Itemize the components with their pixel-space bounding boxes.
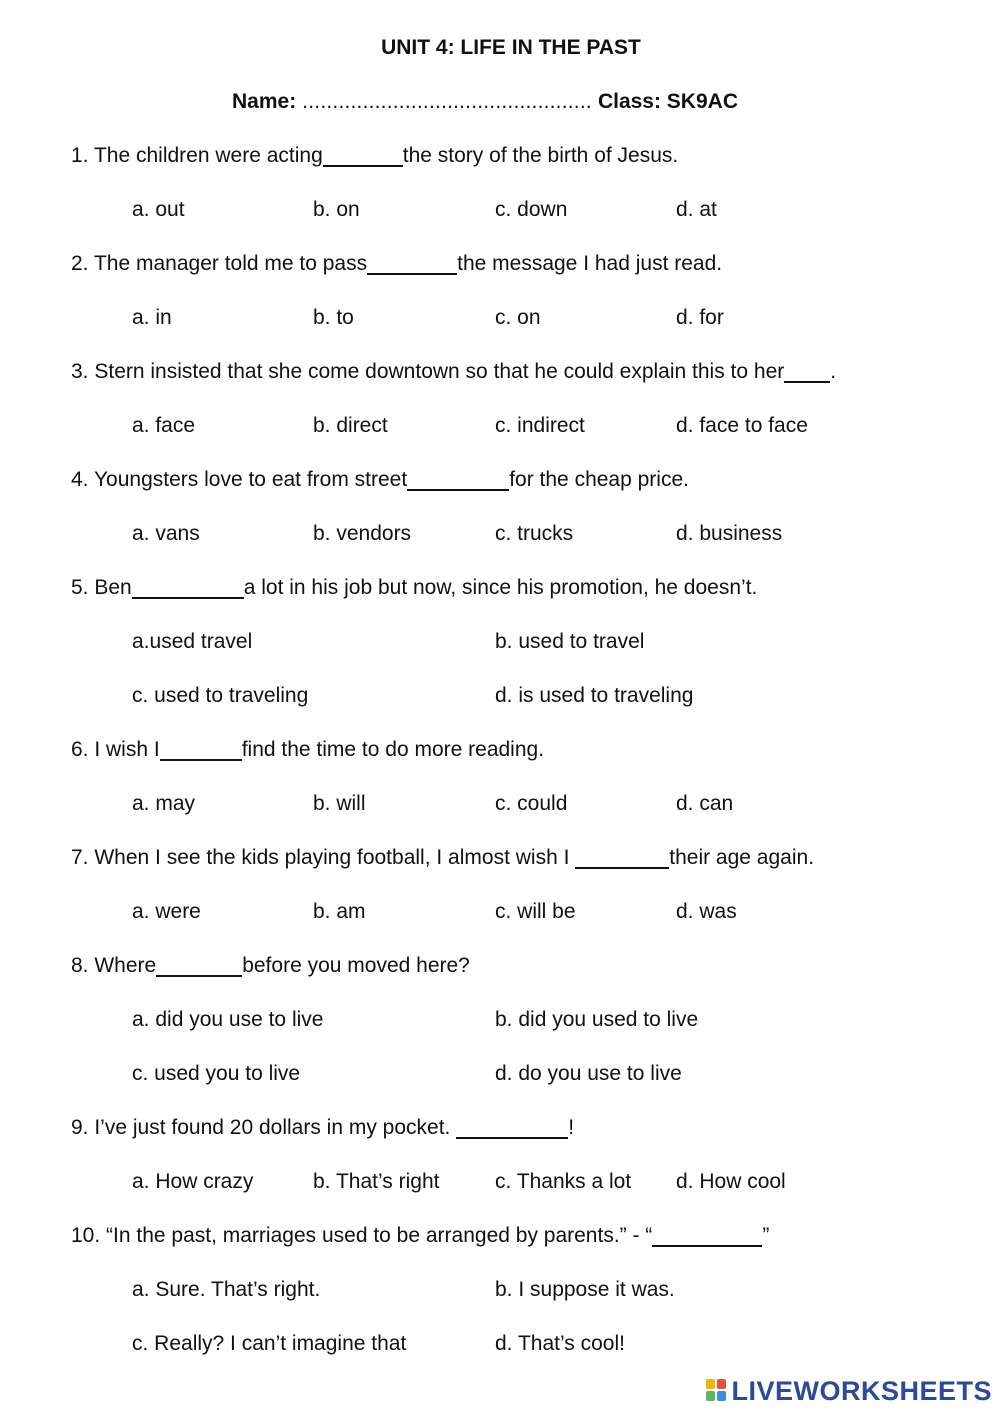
option-c[interactable]: c. Thanks a lot <box>495 1170 632 1193</box>
question-9 <box>71 1116 574 1140</box>
option-a[interactable]: a. How crazy <box>132 1170 254 1193</box>
option-c[interactable]: c. could <box>495 792 568 815</box>
question-3 <box>71 360 836 384</box>
option-b[interactable]: b. am <box>313 900 366 923</box>
option-b[interactable]: b. I suppose it was. <box>495 1278 675 1301</box>
option-b[interactable]: b. That’s right <box>313 1170 440 1193</box>
option-a[interactable]: a. were <box>132 900 201 923</box>
question-text: 1. The children were acting <box>71 144 323 167</box>
question-text: . <box>830 360 837 383</box>
option-a[interactable]: a. did you use to live <box>132 1008 324 1031</box>
answer-blank[interactable] <box>784 361 830 383</box>
question-text: 10. “In the past, marriages used to be arranged by parents.” - “ <box>71 1224 653 1247</box>
option-b[interactable]: b. on <box>313 198 360 221</box>
option-a[interactable]: a. may <box>132 792 196 815</box>
question-text: before you moved here? <box>242 954 470 977</box>
answer-blank[interactable] <box>160 739 242 761</box>
option-c[interactable]: c. will be <box>495 900 576 923</box>
answer-blank[interactable] <box>323 145 403 167</box>
question-text: their age again. <box>669 846 815 869</box>
question-text: 5. Ben <box>71 576 132 599</box>
option-b[interactable]: b. will <box>313 792 366 815</box>
option-a[interactable]: a. face <box>132 414 196 437</box>
question-text: 9. I’ve just found 20 dollars in my pocket. <box>71 1116 457 1139</box>
option-a[interactable]: a.used travel <box>132 630 253 653</box>
question-text: 3. Stern insisted that she come downtown so that he could explain this to her <box>71 360 785 383</box>
option-b[interactable]: b. vendors <box>313 522 412 545</box>
answer-blank[interactable] <box>156 955 242 977</box>
question-1 <box>71 144 678 168</box>
liveworksheets-logo-icon <box>706 1379 728 1403</box>
option-a[interactable]: a. out <box>132 198 185 221</box>
question-text: 4. Youngsters love to eat from street <box>71 468 408 491</box>
question-7 <box>71 846 814 870</box>
option-d[interactable]: d. at <box>676 198 717 221</box>
class-label: Class: SK9AC <box>597 90 738 113</box>
name-class-line <box>232 90 738 114</box>
option-b[interactable]: b. direct <box>313 414 388 437</box>
option-c[interactable]: c. Really? I can’t imagine that <box>132 1332 407 1355</box>
option-d[interactable]: d. do you use to live <box>495 1062 682 1085</box>
question-text: 8. Where <box>71 954 157 977</box>
option-a[interactable]: a. vans <box>132 522 200 545</box>
question-text: a lot in his job but now, since his promotion, he doesn’t. <box>243 576 758 599</box>
option-c[interactable]: c. used to traveling <box>132 684 309 707</box>
option-c[interactable]: c. down <box>495 198 568 221</box>
question-text: 6. I wish I <box>71 738 160 761</box>
answer-blank[interactable] <box>456 1117 568 1139</box>
question-2 <box>71 252 722 276</box>
option-d[interactable]: d. business <box>676 522 783 545</box>
answer-blank[interactable] <box>407 469 509 491</box>
option-d[interactable]: d. for <box>676 306 724 329</box>
question-4 <box>71 468 689 492</box>
question-5 <box>71 576 757 600</box>
option-d[interactable]: d. was <box>676 900 737 923</box>
answer-blank[interactable] <box>367 253 457 275</box>
option-d[interactable]: d. That’s cool! <box>495 1332 625 1355</box>
question-10 <box>71 1224 769 1248</box>
answer-blank[interactable] <box>652 1225 762 1247</box>
question-text: ! <box>568 1116 575 1139</box>
option-d[interactable]: d. face to face <box>676 414 808 437</box>
question-6 <box>71 738 544 762</box>
option-c[interactable]: c. trucks <box>495 522 574 545</box>
option-d[interactable]: d. How cool <box>676 1170 786 1193</box>
option-b[interactable]: b. did you used to live <box>495 1008 699 1031</box>
question-text: the message I had just read. <box>457 252 723 275</box>
question-text: for the cheap price. <box>509 468 689 491</box>
option-d[interactable]: d. can <box>676 792 734 815</box>
question-8 <box>71 954 470 978</box>
name-label: Name: <box>232 90 297 113</box>
option-b[interactable]: b. to <box>313 306 354 329</box>
name-field[interactable]: ................................................ <box>296 90 598 113</box>
option-a[interactable]: a. Sure. That’s right. <box>132 1278 321 1301</box>
option-c[interactable]: c. indirect <box>495 414 585 437</box>
option-c[interactable]: c. on <box>495 306 541 329</box>
answer-blank[interactable] <box>575 847 669 869</box>
option-d[interactable]: d. is used to traveling <box>495 684 694 707</box>
answer-blank[interactable] <box>132 577 244 599</box>
option-a[interactable]: a. in <box>132 306 172 329</box>
question-text: the story of the birth of Jesus. <box>402 144 679 167</box>
question-text: 2. The manager told me to pass <box>71 252 368 275</box>
worksheet-title: UNIT 4: LIFE IN THE PAST <box>381 36 641 59</box>
question-text: 7. When I see the kids playing football, I almost wish I <box>71 846 576 869</box>
liveworksheets-logo <box>706 1375 992 1407</box>
logo-text: LIVEWORKSHEETS <box>731 1375 992 1406</box>
question-text: ” <box>762 1224 770 1247</box>
option-c[interactable]: c. used you to live <box>132 1062 301 1085</box>
question-text: find the time to do more reading. <box>241 738 545 761</box>
option-b[interactable]: b. used to travel <box>495 630 645 653</box>
